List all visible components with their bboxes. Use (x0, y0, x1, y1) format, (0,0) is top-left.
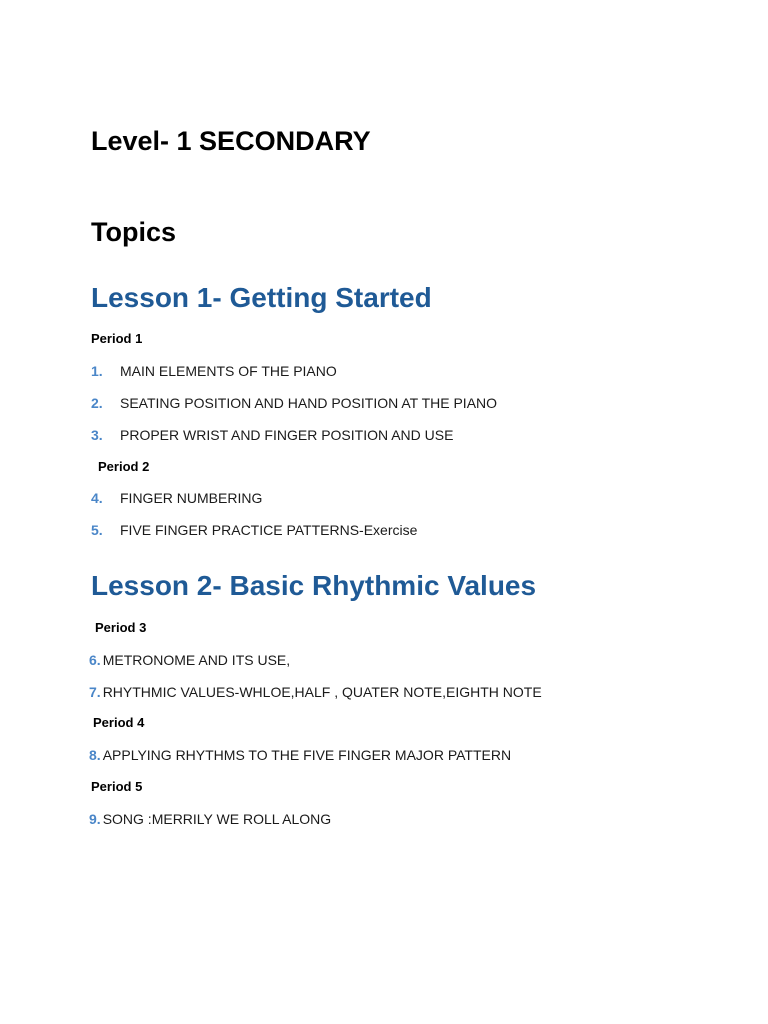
item-text: FIVE FINGER PRACTICE PATTERNS-Exercise (120, 522, 418, 538)
list-item (91, 362, 337, 380)
period-2-label: Period 2 (98, 459, 150, 474)
item-number: 8. (89, 747, 101, 763)
item-text: APPLYING RHYTHMS TO THE FIVE FINGER MAJOR PATTERN (102, 747, 512, 763)
period-3-label: Period 3 (95, 620, 147, 635)
list-item (89, 810, 331, 828)
lesson-2-heading: Lesson 2- Basic Rhythmic Values (91, 570, 537, 601)
list-item (91, 394, 497, 412)
list-item (89, 651, 290, 669)
item-text: SONG :MERRILY WE ROLL ALONG (102, 811, 332, 827)
item-number: 3. (91, 427, 103, 443)
list-item (91, 489, 262, 507)
item-number: 6. (89, 652, 101, 668)
period-4-label: Period 4 (93, 715, 145, 730)
item-number: 5. (91, 522, 103, 538)
item-text: PROPER WRIST AND FINGER POSITION AND USE (120, 427, 454, 443)
item-number: 2. (91, 395, 103, 411)
item-number: 7. (89, 684, 101, 700)
lesson-1-heading: Lesson 1- Getting Started (91, 282, 432, 313)
period-5-label: Period 5 (91, 779, 143, 794)
page-title: Level- 1 SECONDARY (91, 126, 371, 156)
item-text: RHYTHMIC VALUES-WHLOE,HALF , QUATER NOTE,EIGHTH NOTE (102, 684, 542, 700)
item-text: SEATING POSITION AND HAND POSITION AT THE PIANO (120, 395, 498, 411)
topics-heading: Topics (91, 217, 177, 247)
item-text: MAIN ELEMENTS OF THE PIANO (120, 363, 337, 379)
item-text: FINGER NUMBERING (120, 490, 263, 506)
list-item (91, 521, 417, 539)
item-number: 4. (91, 490, 103, 506)
period-1-label: Period 1 (91, 331, 143, 346)
item-number: 9. (89, 811, 101, 827)
item-text: METRONOME AND ITS USE, (102, 652, 291, 668)
list-item (91, 426, 453, 444)
list-item (89, 746, 511, 764)
item-number: 1. (91, 363, 103, 379)
list-item (89, 683, 542, 701)
